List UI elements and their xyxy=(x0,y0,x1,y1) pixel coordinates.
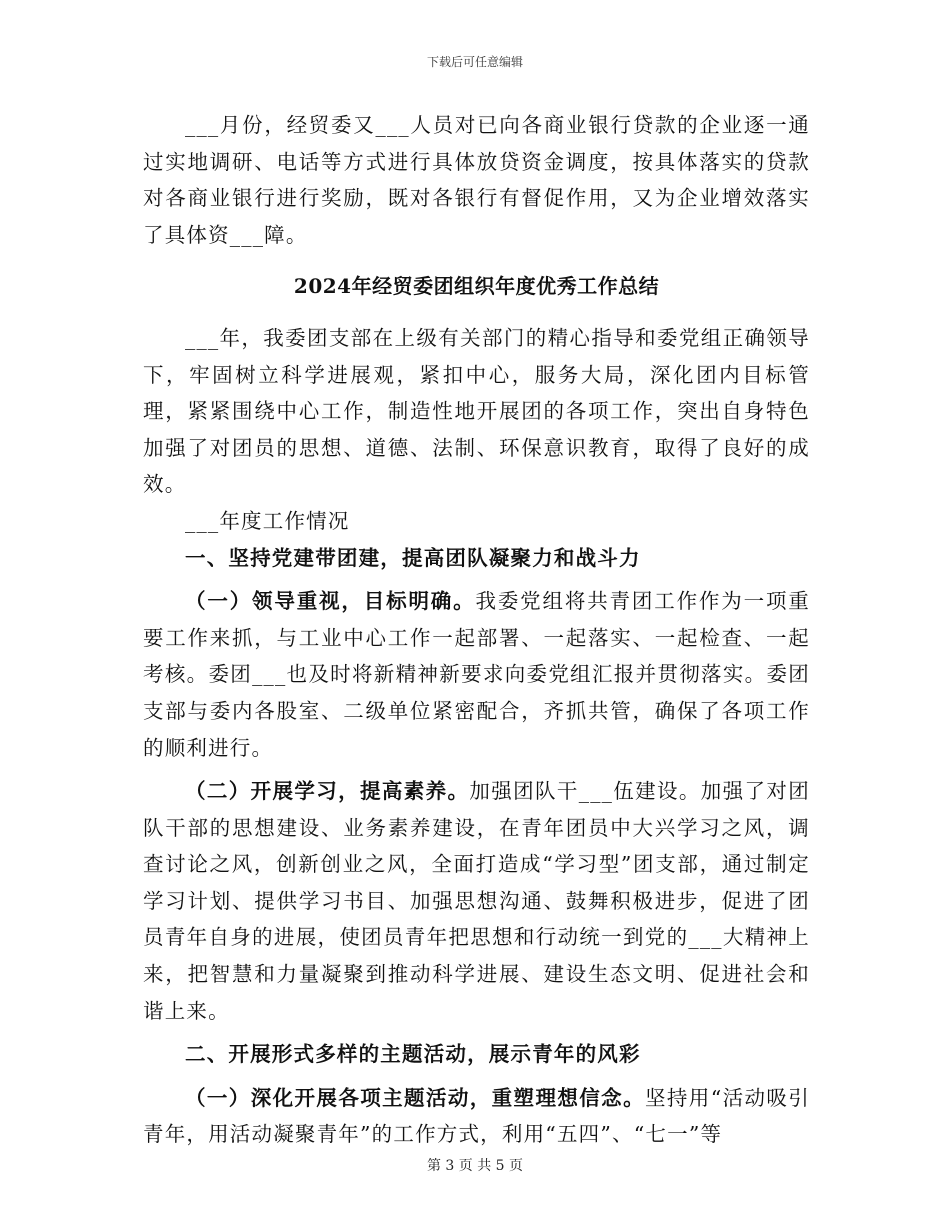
paragraph-activities-text: 坚持用“活动吸引青年，用活动凝聚青年”的工作方式，利用“五四”、“七一”等 xyxy=(143,1085,810,1147)
paragraph-annual-status: ___年度工作情况 xyxy=(185,508,350,533)
paragraph-leadership-text: 我委党组将共青团工作作为一项重要工作来抓，与工业中心工作一起部署、一起落实、一起检查、一起考核。委团___也及时将新精神新要求向委党组汇报并贯彻落实。委团支部与委内各股室、二级单位紧密配合，齐抓共管，确保了各项工作的顺利进行。 xyxy=(143,589,811,760)
paragraph-intro: ___月份，经贸委又___人员对已向各商业银行贷款的企业逐一通过实地调研、电话等方式进行具体放贷资金调度，按具体落实的贷款对各商业银行进行奖励，既对各银行有督促作用，又为企业增效落实了具体资___障。 xyxy=(143,113,810,247)
paragraph-study-lead: （二）开展学习，提高素养。 xyxy=(185,779,470,804)
paragraph-study xyxy=(143,773,810,1029)
section-heading-1: 一、坚持党建带团建，提高团队凝聚力和战斗力 xyxy=(185,545,641,570)
paragraph-activities-lead: （一）深化开展各项主题活动，重塑理想信念。 xyxy=(185,1085,645,1110)
document-body xyxy=(143,107,810,1153)
paragraph-study-text: 加强团队干___伍建设。加强了对团队干部的思想建设、业务素养建设，在青年团员中大兴学习之风，调查讨论之风，创新创业之风，全面打造成“学习型”团支部，通过制定学习计划、提供学习书目、加强思想沟通、鼓舞积极进步，促进了团员青年自身的进展，使团员青年把思想和行动统一到党的___大精神上来，把智慧和力量凝聚到推动科学进展、建设生态文明、促进社会和谐上来。 xyxy=(143,779,810,1023)
section-heading-2: 二、开展形式多样的主题活动，展示青年的风彩 xyxy=(185,1042,641,1067)
paragraph-leadership-lead: （一）领导重视，目标明确。 xyxy=(185,589,476,614)
document-title: 2024年经贸委团组织年度优秀工作总结 xyxy=(293,274,660,299)
paragraph-summary: ___年，我委团支部在上级有关部门的精心指导和委党组正确领导下，牢固树立科学进展观，紧扣中心，服务大局，深化团内目标管理，紧紧围绕中心工作，制造性地开展团的各项工作，突出自身特色加强了对团员的思想、道德、法制、环保意识教育，取得了良好的成效。 xyxy=(143,325,810,497)
paragraph-activities xyxy=(143,1080,810,1153)
paragraph-leadership xyxy=(143,583,810,766)
page-header-note: 下载后可任意编辑 xyxy=(426,55,523,69)
page-footer-number: 第 3 页 共 5 页 xyxy=(426,1158,524,1174)
